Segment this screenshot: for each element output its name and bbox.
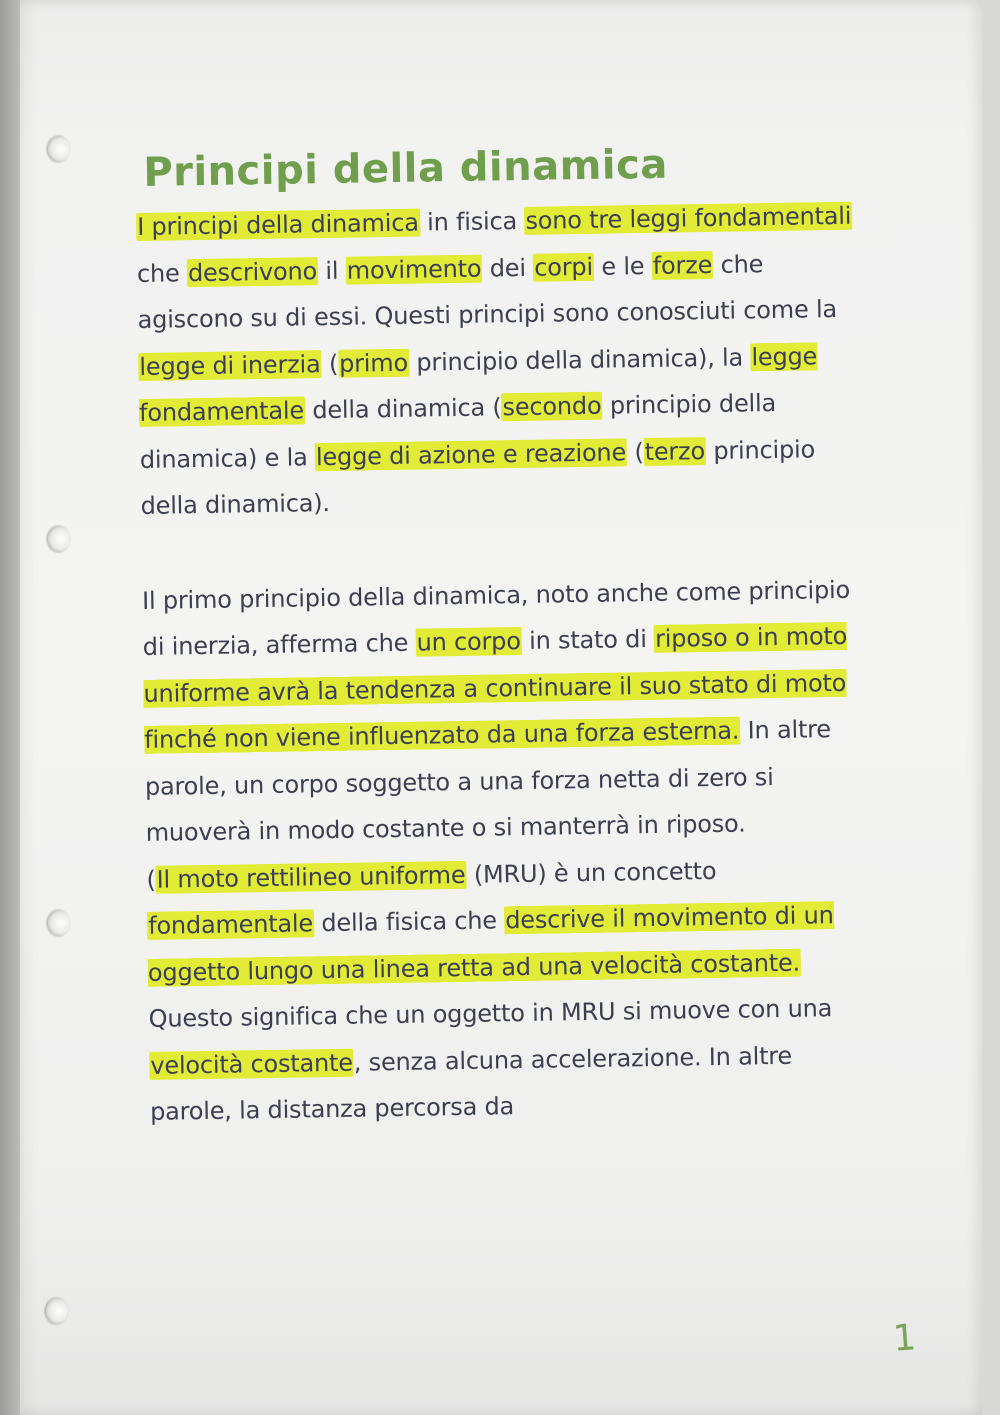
- highlighted-text: un corpo: [416, 627, 521, 657]
- text-run: , senza alcuna accelerazione. In altre parole, la distanza percorsa da: [149, 1041, 793, 1126]
- document-body: [135, 139, 870, 1136]
- highlighted-text: fondamentale: [147, 909, 314, 940]
- text-run: (: [321, 349, 339, 378]
- text-run: e le: [593, 251, 653, 281]
- highlighted-text: Il moto rettilineo uniforme: [156, 860, 466, 894]
- text-run: in stato di: [521, 624, 655, 655]
- text-run: In altre parole, un corpo soggetto a una forza netta di zero si muoverà in modo costante o si manterrà in riposo.: [144, 715, 832, 847]
- page-number: 1: [891, 1317, 918, 1360]
- highlighted-text: corpi: [534, 252, 594, 282]
- text-run: il: [317, 256, 346, 285]
- text-run: Questo significa che un oggetto in MRU si muove con una: [148, 994, 833, 1033]
- text-run: che: [136, 258, 188, 288]
- text-run: principio della dinamica).: [140, 434, 816, 520]
- highlighted-text: terzo: [644, 436, 706, 466]
- punch-hole: [48, 136, 70, 162]
- text-run: in fisica: [419, 206, 525, 237]
- highlighted-text: sono tre leggi fondamentali: [525, 201, 852, 235]
- punch-hole: [46, 1298, 68, 1324]
- highlighted-text: riposo o in moto uniforme avrà la tendenza a continuare il suo stato di moto finché non viene influenzato da una forza esterna.: [143, 621, 848, 754]
- highlighted-text: velocità costante: [150, 1048, 353, 1080]
- page-title: Principi della dinamica: [142, 141, 669, 196]
- highlighted-text: descrive il movimento di un oggetto lungo una linea retta ad una velocità costante.: [147, 901, 834, 987]
- highlighted-text: I principi della dinamica: [136, 208, 419, 241]
- paragraph: [142, 566, 866, 856]
- highlighted-text: forze: [652, 250, 713, 280]
- highlighted-text: movimento: [346, 254, 482, 285]
- text-run: (: [146, 865, 156, 894]
- text-run: Il primo principio della dinamica, noto anche come principio di inerzia, afferma che: [141, 575, 851, 661]
- text-run: (: [626, 437, 644, 466]
- paragraph: [146, 845, 870, 1135]
- text-run: principio della dinamica) e la: [139, 388, 777, 474]
- highlighted-text: primo: [338, 348, 409, 378]
- punch-hole: [48, 910, 70, 936]
- highlighted-text: descrivono: [187, 256, 318, 287]
- highlighted-text: legge fondamentale: [138, 341, 818, 427]
- punch-hole: [48, 526, 70, 552]
- text-run: (MRU) è un concetto: [466, 856, 717, 889]
- highlighted-text: legge di azione e reazione: [315, 437, 627, 471]
- highlighted-text: secondo: [502, 391, 602, 422]
- text-run: della fisica che: [313, 906, 505, 938]
- text-run: principio della dinamica), la: [408, 342, 751, 377]
- paragraph: [136, 193, 861, 530]
- highlighted-text: legge di inerzia: [139, 349, 321, 381]
- text-run: della dinamica (: [304, 393, 502, 425]
- text-run: che agiscono su di essi. Questi principi sono conosciuti come la: [137, 249, 838, 334]
- text-run: dei: [482, 253, 534, 283]
